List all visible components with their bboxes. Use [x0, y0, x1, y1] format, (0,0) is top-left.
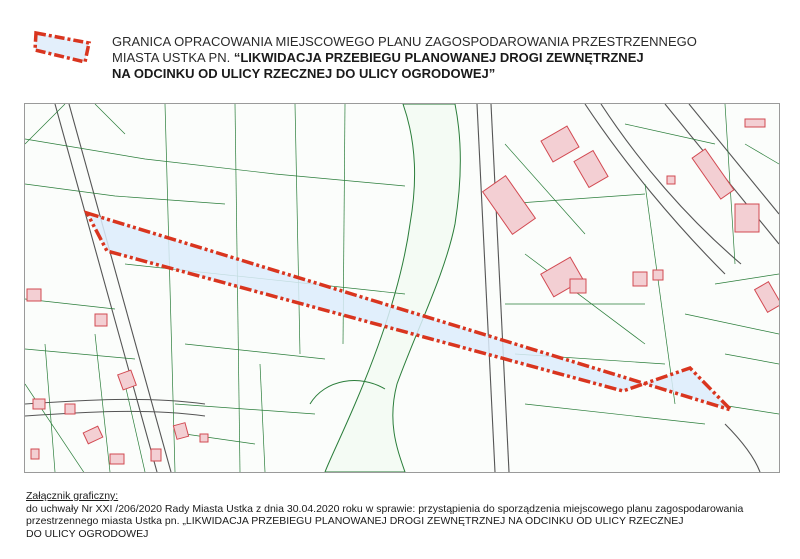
annex-line-2: przestrzennego miasta Ustka pn. „LIKWIDACJA PRZEBIEGU PLANOWANEJ DROGI ZEWNĘTRZNEJ NA ODCINKU OD ULICY RZECZNEJ — [26, 515, 684, 527]
annex-line-1: do uchwały Nr XXI /206/2020 Rady Miasta Ustka z dnia 30.04.2020 roku w sprawie: przystąpienia do sporządzenia miejscowego planu zagospodarowania — [26, 502, 744, 515]
legend-line-3-bold: NA ODCINKU OD ULICY RZECZNEJ DO ULICY OGRODOWEJ” — [112, 66, 496, 81]
plan-boundary-symbol — [32, 29, 92, 65]
cadastral-map — [24, 103, 780, 473]
annex-caption — [26, 490, 786, 540]
map-canvas — [25, 104, 779, 472]
legend-line-1: GRANICA OPRACOWANIA MIEJSCOWEGO PLANU ZAGOSPODAROWANIA PRZESTRZENNEGO — [112, 34, 697, 49]
legend-line-2-prefix: MIASTA USTKA PN. — [112, 50, 234, 65]
legend-description — [112, 34, 792, 82]
river-area — [325, 104, 460, 472]
annex-title: Załącznik graficzny: — [26, 490, 119, 502]
map-legend — [0, 0, 800, 100]
legend-line-3 — [112, 66, 792, 82]
annex-line-3: DO ULICY OGRODOWEJ — [26, 527, 149, 540]
legend-line-2 — [112, 50, 792, 66]
legend-line-2-bold: “LIKWIDACJA PRZEBIEGU PLANOWANEJ DROGI ZEWNĘTRZNEJ — [233, 50, 644, 65]
